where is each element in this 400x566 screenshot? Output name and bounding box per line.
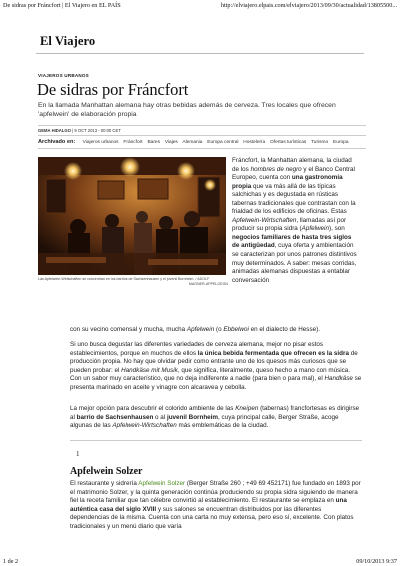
- section-number: 1: [76, 450, 80, 458]
- tag-link[interactable]: Bares: [147, 140, 160, 145]
- print-date: 09/10/2013 9:37: [356, 558, 397, 565]
- text-run: Kneipen: [235, 405, 259, 412]
- tag-link[interactable]: Alemania: [182, 140, 203, 145]
- text-run: Si uno busca degustar las diferentes variedades de cerveza alemana, mejor no pisar estos establecimientos, porque en muchos de ellos: [70, 341, 324, 357]
- tag-link[interactable]: Fráncfort: [123, 140, 143, 145]
- tag-link[interactable]: Europa central: [207, 140, 239, 145]
- caption-text: Las Apfelwein-Wirtschaften se concentran en los barrios de Sachsenhausen y el juvenil Bornheim. / ADOLF: [38, 277, 210, 281]
- tags-rule: [38, 148, 366, 149]
- text-run: Apfelwein: [186, 326, 215, 333]
- text-run: Apfelwein: [301, 225, 329, 233]
- text-run: se presenta marinado en aceite y vinagre con alcaravea y cebolla.: [70, 375, 362, 391]
- text-run: Handkäse: [324, 375, 353, 383]
- logo-divider: [36, 53, 364, 54]
- text-run: , llamadas así por producir su propia sidra (: [232, 216, 347, 233]
- tag-link[interactable]: Hostelería: [243, 140, 266, 145]
- page-url[interactable]: http://elviajero.elpais.com/elviajero/2013/09/30/actualidad/13805500...: [220, 2, 397, 9]
- paragraph-1-continuation: [70, 326, 362, 335]
- tag-link[interactable]: Viajes: [164, 140, 178, 145]
- text-run: Ebbelwoi: [223, 326, 249, 333]
- text-run: , que significa, literalmente, queso hecho a mano con música. Con un sabor muy característico, que no deja indiferente a nadie (para bien o para mal), el: [70, 366, 351, 383]
- text-run: o al: [153, 413, 167, 421]
- author-name[interactable]: GEMA HIDALGO: [38, 128, 71, 133]
- text-run: barrio de Sachsenhausen: [76, 413, 154, 421]
- tavern-scene-illustration: [38, 157, 226, 275]
- article-subtitle: En la llamada Manhattan alemana hay otras bebidas además de cerveza. Tres locales que ofrecen 'apfelwein' de elaboración propia: [38, 102, 336, 118]
- text-run: (tabernas) francfortesas es dirigirse al: [70, 405, 360, 421]
- photo-credit: MAGNER-APPELGEGN: [188, 282, 228, 286]
- text-run: la única bebida fermentada que ofrecen es la sidra: [197, 349, 349, 357]
- page-counter: 1 de 2: [3, 558, 19, 565]
- text-run: El restaurante y sidrería: [70, 480, 139, 487]
- byline-rule-top: [38, 125, 366, 126]
- byline-rule-bottom: [38, 135, 366, 136]
- text-run: Fráncfort, la Manhattan alemana, la ciudad de los: [232, 157, 352, 173]
- text-run: ), son: [328, 225, 345, 233]
- text-run: (Berger Straße 260 ; +49 69 452171) fue fundado en 1893 por el matrimonio Solzer, y la quinta generación continúa produciendo su propia sidra siguiendo de manera fiel la receta familiar que tan célebre convirtió al establecimiento. El restaurante se emplaza en: [70, 480, 361, 505]
- archive-tags: [38, 139, 368, 145]
- publish-date: 9 OCT 2013 - 00:00 CET: [74, 128, 121, 133]
- archive-label: Archivado en:: [38, 139, 76, 145]
- tavern-photo: [38, 157, 226, 275]
- text-run: y sus salones se encuentran distribuidos por las diferentes dependencias de la misma. Cuenta con una carta no muy extensa, pero eso sí, excelente. Con platos tradicionales y un menú diario que varía: [70, 505, 354, 530]
- paragraph-1: [232, 157, 360, 285]
- text-run: Apfelwein-Wirtschaften: [232, 216, 297, 224]
- text-run: juvenil Bornheim: [166, 413, 219, 421]
- article-headline: De sidras por Fráncfort: [37, 80, 189, 99]
- text-run: Apfelwein-Wirtschaften: [112, 422, 177, 430]
- text-run: que va más allá de las típicas salchichas y es degustada en rústicas tabernas tradicionales que contrastan con la frialdad de los edificios de oficinas. Estas: [232, 182, 356, 216]
- section-divider: [70, 440, 362, 441]
- solzer-link[interactable]: Apfelwein Solzer: [138, 480, 186, 487]
- photo-caption: [38, 277, 228, 286]
- tag-link[interactable]: Viajeros urbanos: [82, 140, 119, 145]
- text-run: más emblemáticas de la ciudad.: [176, 422, 269, 430]
- text-run: con su vecino comensal y mucha, mucha: [70, 326, 187, 333]
- text-run: , cuya principal calle, Berger Straße, acoge algunas de las: [70, 413, 339, 430]
- browser-title: De sidras por Fráncfort | El Viajero en EL PAÍS: [3, 2, 121, 9]
- text-run: (o: [214, 326, 224, 333]
- text-run: en el dialecto de Hesse).: [248, 326, 320, 333]
- text-run: negocios familiares de hasta tres siglos de antigüedad: [232, 233, 352, 250]
- text-run: Handkäse mit Musik: [121, 366, 178, 374]
- byline: [38, 128, 121, 133]
- text-run: La mejor opción para descubrir el colorido ambiente de las: [70, 405, 236, 412]
- paragraph-3: [70, 405, 362, 431]
- section-heading: Apfelwein Solzer: [70, 466, 143, 477]
- text-run: hombres de negro: [250, 165, 302, 173]
- paragraph-2: [70, 341, 362, 393]
- paragraph-4: [70, 480, 362, 532]
- tag-link[interactable]: Turismo: [311, 140, 329, 145]
- tag-link[interactable]: Ofertas turísticas: [270, 140, 307, 145]
- byline-separator: |: [72, 128, 75, 133]
- print-header: [3, 2, 397, 12]
- text-run: y el Banco Central Europeo, cuenta con: [232, 165, 355, 182]
- text-run: una auténtica casa del siglo XVIII: [70, 497, 347, 513]
- text-run: de producción propia. No hay que olvidar pedir como entrante uno de los quesos más curiosos que se pueden probar: el: [70, 349, 358, 374]
- text-run: una gastronomía propia: [232, 174, 343, 190]
- site-logo[interactable]: El Viajero: [40, 34, 96, 48]
- section-label[interactable]: VIAJEROS URBANOS: [38, 73, 89, 78]
- tag-link[interactable]: Europa: [333, 140, 349, 145]
- text-run: , cuya oferta y ambientación se caracterizan por unos patrones distintivos muy determinados. A saber: mesas corridas, animadas alemanas dispuestas a entablar conversación: [232, 242, 357, 284]
- print-footer: [3, 556, 397, 565]
